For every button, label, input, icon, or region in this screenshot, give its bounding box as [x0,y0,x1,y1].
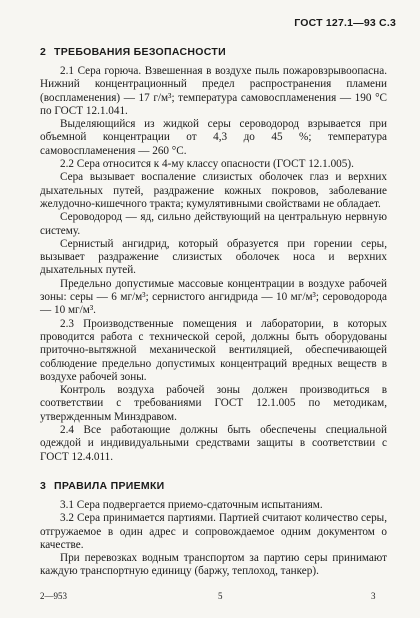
document-body [40,38,387,579]
footer-page-number: 5 [218,591,223,601]
paragraph: При перевозках водным транспортом за партию серы принимают каждую транспортную единицу (баржу, теплоход, танкер). [40,552,387,578]
section-number: 2 [40,46,47,58]
paragraph: 2.3 Производственные помещения и лаборатории, в которых проводится работа с технической серой, должны быть оборудованы приточно-вытяжной механической вентиляцией, обеспечивающей соблюдение предельно допустимых концентраций вредных веществ в воздухе рабочей зоны. [40,317,387,383]
section-heading-2 [40,44,387,60]
paragraph: Сера вызывает воспаление слизистых оболочек глаз и верхних дыхательных путей, раздражение кожных покровов, заболевание желудочно-кишечного тракта; кумулятивными свойствами не обладает. [40,171,387,210]
footer-sheet-number: 3 [371,591,376,601]
footer-print-code: 2—953 [40,591,67,601]
section-title: ТРЕБОВАНИЯ БЕЗОПАСНОСТИ [54,46,226,58]
section-heading-3 [40,478,387,494]
paragraph: Сернистый ангидрид, который образуется при горении серы, вызывает раздражение слизистых оболочек носа и верхних дыхательных путей. [40,237,387,277]
paragraph: 2.2 Сера относится к 4-му классу опасности (ГОСТ 12.1.005). [60,158,354,171]
paragraph: Контроль воздуха рабочей зоны должен производиться в соответствии с требованиями ГОСТ 12.1.005 по методикам, утвержденным Минздравом. [40,384,387,423]
paragraph: Предельно допустимые массовые концентрации в воздухе рабочей зоны: серы — 6 мг/м³; сернистого ангидрида — 10 мг/м³; сероводорода — 10 мг/м³. [40,277,387,317]
paragraph: 3.1 Сера подвергается приемо-сдаточным испытаниям. [60,498,323,511]
paragraph: Сероводород — яд, сильно действующий на центральную нервную систему. [40,211,387,237]
paragraph: 2.1 Сера горюча. Взвешенная в воздухе пыль пожаровзрывоопасна. Нижний концентрационный предел распространения пламени (воспламенения) — 17 г/м³; температура самовоспламенения — 190 °С по ГОСТ 12.1.041. [40,65,387,117]
paragraph: Выделяющийся из жидкой серы сероводород взрывается при объемной концентрации от 4,3 до 45 %; температура самовоспламенения — 260 °С. [40,118,387,157]
section-number: 3 [40,479,47,492]
paragraph: 2.4 Все работающие должны быть обеспечены специальной одеждой и индивидуальными средствами защиты в соответствии с ГОСТ 12.4.011. [40,424,387,463]
section-title: ПРАВИЛА ПРИЕМКИ [54,479,165,492]
paragraph: 3.2 Сера принимается партиями. Партией считают количество серы, отгружаемое в один адрес и сопровождаемое одним документом о качестве. [40,512,387,551]
page-header-code: ГОСТ 127.1—93 С.3 [294,17,396,29]
